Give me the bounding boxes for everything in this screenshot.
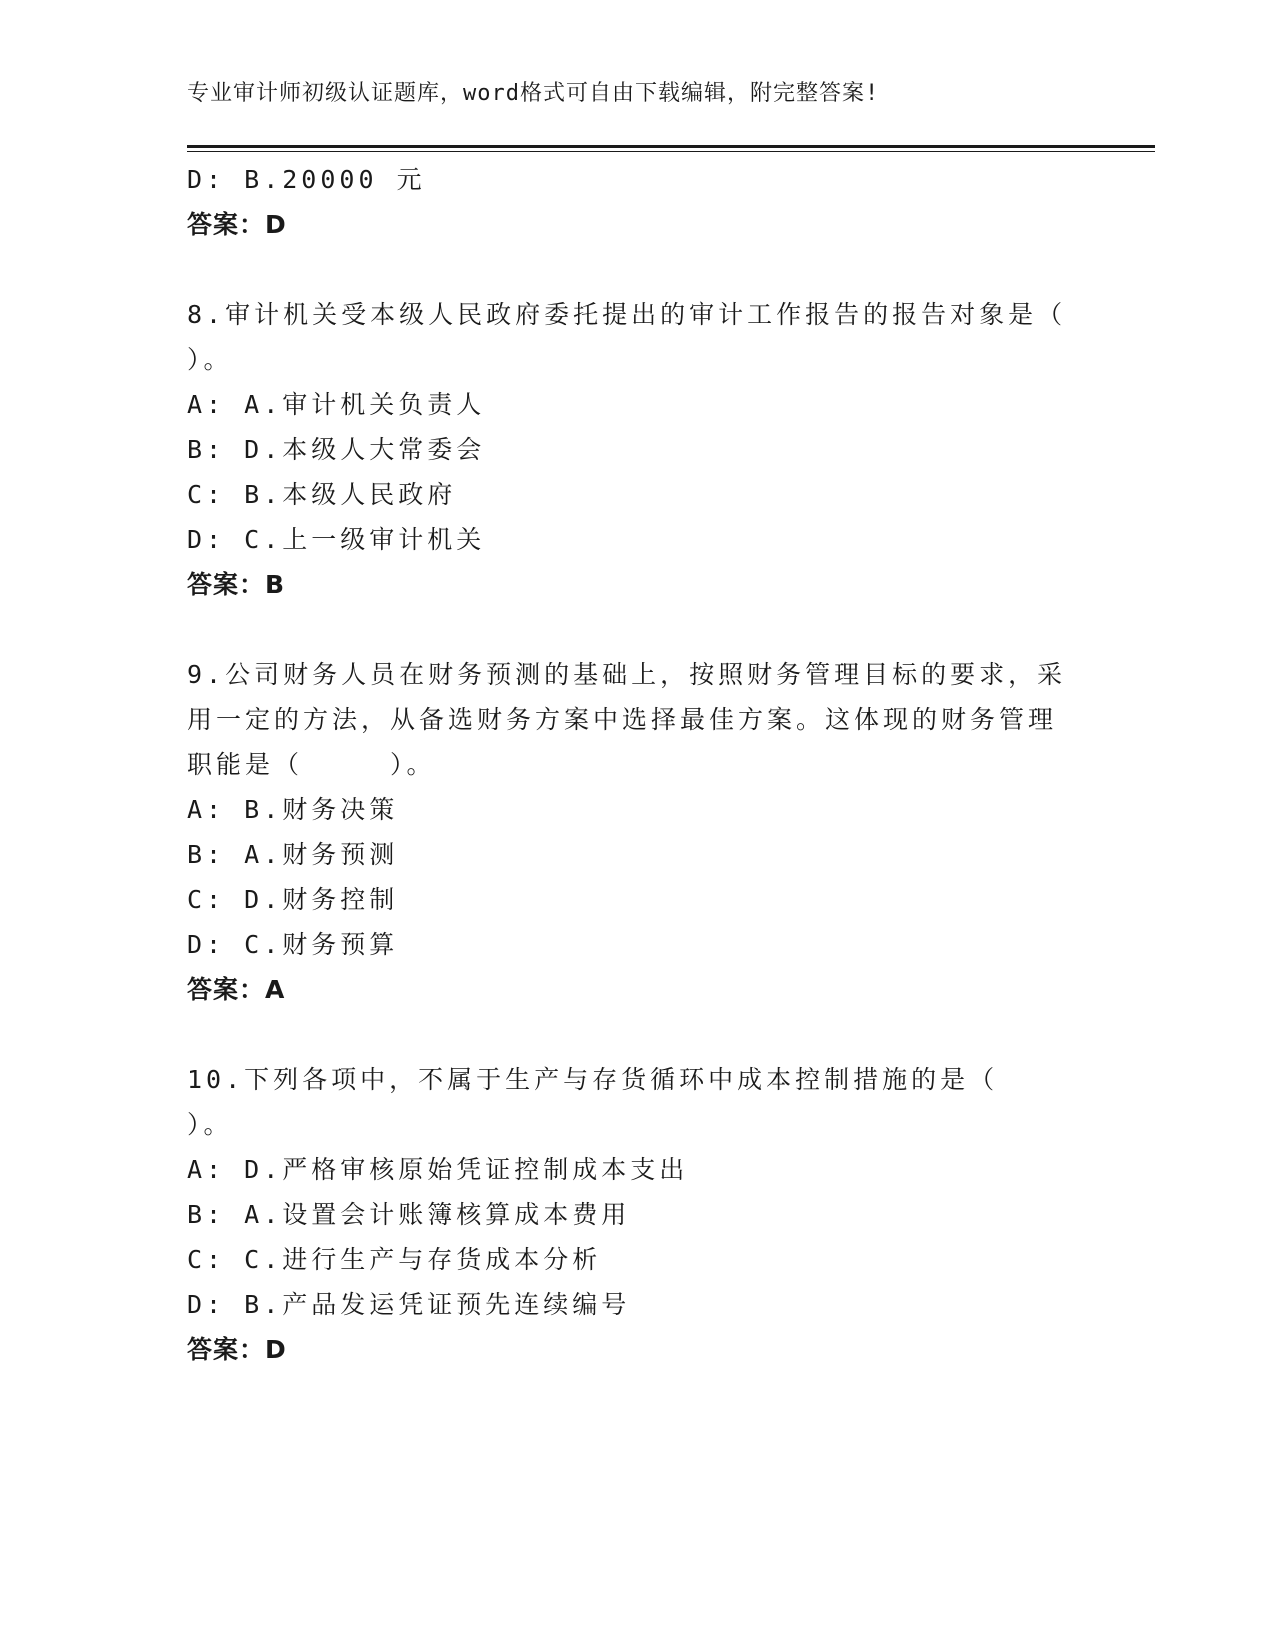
question-8 bbox=[187, 292, 1067, 607]
option-d: D: C.上一级审计机关 bbox=[187, 525, 486, 554]
carryover-block bbox=[187, 157, 1067, 247]
question-text-line: 职能是（ ）。 bbox=[187, 750, 436, 779]
option-b: B: A.财务预测 bbox=[187, 840, 399, 869]
answer-line: 答案：D bbox=[187, 210, 287, 239]
option-c: C: D.财务控制 bbox=[187, 885, 399, 914]
document-body bbox=[187, 157, 1067, 1372]
answer-line: 答案：B bbox=[187, 570, 286, 599]
option-d: D: B.20000 元 bbox=[187, 165, 426, 194]
answer-line: 答案：D bbox=[187, 1335, 287, 1364]
question-text-line: ）。 bbox=[187, 1110, 233, 1139]
page-header: 专业审计师初级认证题库，word格式可自由下载编辑，附完整答案! bbox=[187, 81, 880, 106]
question-text-line: 10.下列各项中，不属于生产与存货循环中成本控制措施的是（ bbox=[187, 1065, 999, 1094]
option-d: D: C.财务预算 bbox=[187, 930, 399, 959]
option-c: C: B.本级人民政府 bbox=[187, 480, 457, 509]
option-a: A: D.严格审核原始凭证控制成本支出 bbox=[187, 1155, 689, 1184]
question-text-line: 9.公司财务人员在财务预测的基础上，按照财务管理目标的要求，采 bbox=[187, 660, 1067, 689]
header-rule-thin bbox=[187, 151, 1155, 152]
question-10 bbox=[187, 1057, 1067, 1372]
question-text-line: 8.审计机关受本级人民政府委托提出的审计工作报告的报告对象是（ bbox=[187, 300, 1067, 329]
answer-line: 答案：A bbox=[187, 975, 286, 1004]
option-b: B: A.设置会计账簿核算成本费用 bbox=[187, 1200, 631, 1229]
header-rule-thick bbox=[187, 145, 1155, 148]
question-text-line: 用一定的方法，从备选财务方案中选择最佳方案。这体现的财务管理 bbox=[187, 705, 1058, 734]
option-a: A: B.财务决策 bbox=[187, 795, 399, 824]
option-d: D: B.产品发运凭证预先连续编号 bbox=[187, 1290, 631, 1319]
question-9 bbox=[187, 652, 1067, 1012]
option-a: A: A.审计机关负责人 bbox=[187, 390, 486, 419]
question-text-line: ）。 bbox=[187, 345, 233, 374]
option-c: C: C.进行生产与存货成本分析 bbox=[187, 1245, 602, 1274]
option-b: B: D.本级人大常委会 bbox=[187, 435, 486, 464]
